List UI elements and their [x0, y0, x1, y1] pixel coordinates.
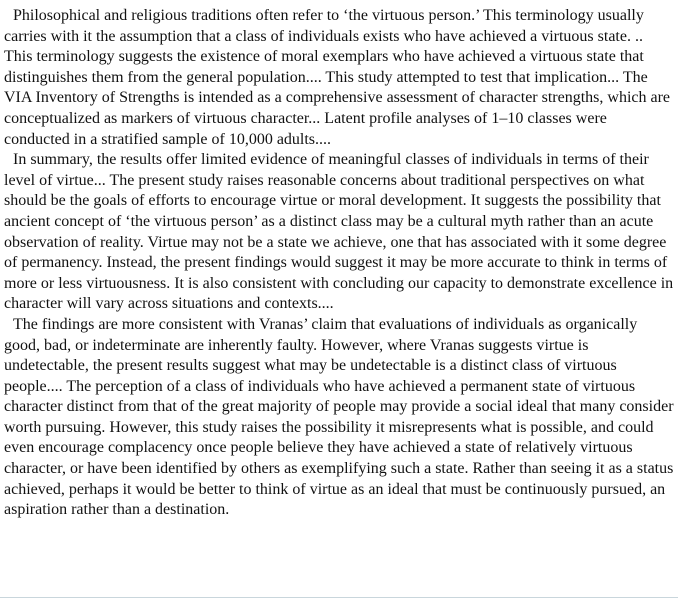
- paragraph-3: The findings are more consistent with Vranas’ claim that evaluations of individuals as organically good, bad, or indeterminate are inherently faulty. However, where Vranas suggests virtue is undetectable, the present results suggest what may be undetectable is a distinct class of virtuous people.... The perception of a class of individuals who have achieved a permanent state of virtuous character distinct from that of the great majority of people may provide a social ideal that many consider worth pursuing. However, this study raises the possibility it misrepresents what is possible, and could even encourage complacency once people believe they have achieved a state of relatively virtuous character, or have been identified by others as exemplifying such a state. Rather than seeing it as a status achieved, perhaps it would be better to think of virtue as an ideal that must be continuously pursued, an aspiration rather than a destination.: [4, 315, 674, 519]
- paragraph-1: Philosophical and religious traditions often refer to ‘the virtuous person.’ This terminology usually carries with it the assumption that a class of individuals exists who have achieved a virtuous state. .. This terminology suggests the existence of moral exemplars who have achieved a virtuous state that distinguishes them from the general population.... This study attempted to test that implication... The VIA Inventory of Strengths is intended as a comprehensive assessment of character strengths, which are conceptualized as markers of virtuous character... Latent profile analyses of 1–10 classes were conducted in a stratified sample of 10,000 adults....: [4, 7, 671, 148]
- paragraph-2: In summary, the results offer limited evidence of meaningful classes of individuals in terms of their level of virtue... The present study raises reasonable concerns about traditional perspectives on what should be the goals of efforts to encourage virtue or moral development. It suggests the possibility that ancient concept of ‘the virtuous person’ as a distinct class may be a cultural myth rather than an acute observation of reality. Virtue may not be a state we achieve, one that has associated with it some degree of permanency. Instead, the present findings would suggest it may be more accurate to think in terms of more or less virtuousness. It is also consistent with concluding our capacity to demonstrate excellence in character will vary across situations and contexts....: [4, 151, 674, 313]
- bottom-divider: [0, 597, 678, 598]
- document-body: [4, 6, 674, 521]
